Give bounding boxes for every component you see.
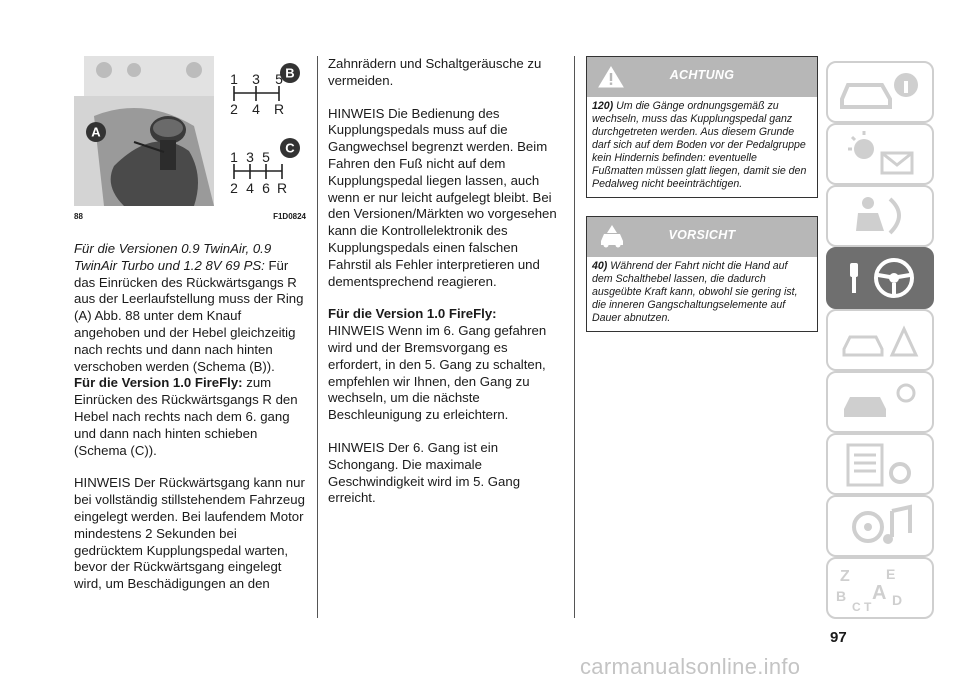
warning-number: 120): [592, 100, 614, 112]
sidebar-item-specifications[interactable]: [826, 433, 934, 495]
sidebar-item-safety[interactable]: [826, 185, 934, 247]
warning-text: Um die Gänge ordnungsgemäß zu wechseln, muss das Kupplungspedal ganz durchgetreten werden. Aus diesem Grunde darf sich auf dem Boden vor der Pedalgruppe kein Hindernis befinden: eventuelle Fußmatten müssen glatt liegen, damit sie den Pedalweg nicht beeinträchtigen.: [592, 100, 807, 190]
warning-title: ACHTUNG: [669, 68, 735, 82]
firefly-text: zum Einrücken des Rückwärtsgangs R den Hebel nach rechts nach dem 6. gang und dann nach hinten schieben (Schema (C)).: [74, 375, 298, 458]
watermark: carmanualsonline.info: [580, 654, 801, 679]
caution-title: VORSICHT: [668, 228, 736, 242]
callout-a: A: [91, 124, 101, 140]
figure-number: 88: [74, 212, 83, 221]
steering-wheel-key-icon: [828, 249, 932, 307]
index-letter-d: D: [892, 592, 903, 608]
index-letter-e: E: [886, 566, 896, 582]
gear-bottom-5: 5: [262, 149, 270, 165]
sidebar-item-multimedia[interactable]: [826, 495, 934, 557]
warning-lights-icon: [828, 125, 932, 183]
gear-top-1: 1: [230, 71, 238, 87]
gear-bottom-2: 2: [230, 180, 238, 196]
versions-label: Für die Versionen 0.9 TwinAir, 0.9 TwinAir Turbo und 1.2 8V 69 PS:: [74, 241, 272, 273]
warning-header: [587, 57, 817, 97]
sidebar-item-emergency[interactable]: [826, 309, 934, 371]
figure-caption: [74, 212, 306, 221]
sidebar-item-steering-wheel-key[interactable]: [826, 247, 934, 309]
column-2: [328, 56, 564, 507]
index-letter-c: C: [852, 600, 861, 614]
index-letter-a: A: [872, 582, 887, 604]
figure-code: F1D0824: [273, 212, 306, 221]
caution-text: Während der Fahrt nicht die Hand auf dem Schalthebel lassen, die dadurch ausgeübte Kraft kann, obwohl sie gering ist, die inneren Gangschaltungselemente auf Dauer abnutzen.: [592, 260, 798, 324]
gear-top-5: 5: [275, 71, 283, 87]
page-number: 97: [830, 629, 847, 646]
gearshift-illustration: [74, 56, 306, 206]
column-1: [74, 56, 306, 593]
car-maintenance-icon: [828, 373, 932, 431]
warning-body: [587, 97, 817, 197]
index-letter-t: T: [864, 600, 872, 614]
column-3: [586, 56, 818, 350]
caution-number: 40): [592, 260, 608, 272]
multimedia-icon: [828, 497, 932, 555]
sidebar-item-warning-lights[interactable]: [826, 123, 934, 185]
firefly-heading: Für die Version 1.0 FireFly:: [328, 306, 497, 322]
gearshift-figure: [74, 56, 306, 206]
gear-bottom-1: 1: [230, 149, 238, 165]
paragraph-reverse-gear: [74, 241, 306, 375]
caution-header: [587, 217, 817, 257]
emergency-icon: [828, 311, 932, 369]
index-letter-b: B: [836, 588, 847, 604]
paragraph-firefly: [74, 375, 306, 459]
callout-b: B: [285, 65, 295, 81]
car-info-icon: [828, 63, 932, 121]
caution-body: [587, 257, 817, 331]
column-divider: [574, 56, 575, 618]
sidebar-item-car-maintenance[interactable]: [826, 371, 934, 433]
callout-c: C: [285, 140, 295, 156]
sidebar-item-index[interactable]: [826, 557, 934, 619]
gear-top-r: R: [273, 101, 285, 117]
gear-top-3: 3: [252, 71, 260, 87]
paragraph-continued: Zahnrädern und Schaltgeräusche zu vermeiden.: [328, 56, 542, 88]
gear-top-4: 4: [252, 101, 260, 117]
paragraph-note-clutch: HINWEIS Die Bedienung des Kupplungspedals muss auf die Gangwechsel begrenzt werden. Beim Fahren den Fuß nicht auf dem Kupplungspedal liegen lassen, auch wenn er nur leicht aufgelegt bleibt. Bei den Versionen/Märkten wo vorgesehen kann die Kontrollelektronik des Kupplungspedals einen falschen Fahrstil als Fehler interpretieren und dementsprechend reagieren.: [328, 105, 557, 289]
warning-box: [586, 56, 818, 198]
gear-bottom-r: R: [276, 180, 288, 196]
column-divider: [317, 56, 318, 618]
gear-bottom-6: 6: [262, 180, 270, 196]
gear-bottom-4: 4: [246, 180, 254, 196]
specifications-icon: [828, 435, 932, 493]
index-icon: [828, 559, 932, 617]
safety-icon: [828, 187, 932, 245]
reverse-gear-text: Für das Einrücken des Rückwärtsgangs R aus der Leerlaufstellung muss der Ring (A) Abb. 88 unter dem Knauf angehoben und der Hebel gleichzeitig nach rechts und dann nach hinten verschoben werden (Schema (B)).: [74, 257, 304, 374]
paragraph-note-sixth-gear: HINWEIS Wenn im 6. Gang gefahren wird und der Bremsvorgang es erfordert, in den 5. Gang zu schalten, empfehlen wir Ihnen, den Gang zu wechseln, um die nächste Beschleunigung zu erleichtern.: [328, 323, 547, 423]
sidebar-item-car-info[interactable]: [826, 61, 934, 123]
paragraph-note-overdrive: HINWEIS Der 6. Gang ist ein Schongang. Die maximale Geschwindigkeit wird im 5. Gang erreicht.: [328, 439, 521, 506]
firefly-label: Für die Version 1.0 FireFly:: [74, 375, 243, 391]
index-letter-z: Z: [840, 568, 850, 585]
paragraph-note-reverse: HINWEIS Der Rückwärtsgang kann nur bei vollständig stillstehendem Fahrzeug eingelegt werden. Bei laufendem Motor mindestens 2 Sekunden bei gedrücktem Kupplungspedal warten, bevor der Rückwärtsgang eingelegt wird, um Beschädigungen an den: [74, 475, 305, 592]
gear-top-2: 2: [230, 101, 238, 117]
caution-box: [586, 216, 818, 332]
gear-bottom-3: 3: [246, 149, 254, 165]
